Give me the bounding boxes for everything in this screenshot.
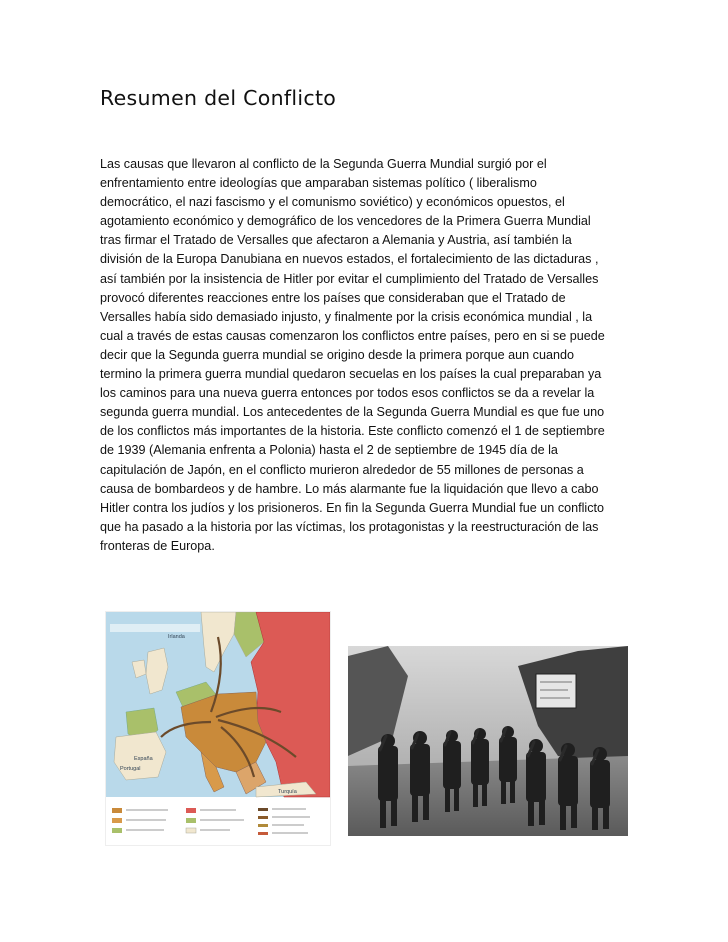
soldier-leg [501,779,506,804]
soldier-body [378,746,398,801]
legend-swatch [258,816,268,819]
map-label-ireland: Irlanda [168,634,185,640]
page-title: Resumen del Conflicto [100,86,337,110]
photo-sign [536,674,576,708]
legend-swatch [258,808,268,811]
soldier-leg [391,796,397,826]
map-label-turkey: Turquía [278,789,297,795]
map-label-spain: España [134,756,153,762]
soldier-body [410,744,430,796]
summary-paragraph: Las causas que llevaron al conflicto de la Segunda Guerra Mundial surgió por el enfrentamiento entre ideologías que amparaban sistemas político ( liberalismo democrático, el nazi fascismo y el comunismo soviético) y económicos opuestos, el agotamiento económico y demográfico de los vencedores de la Primera Guerra Mundial tras firmar el Tratado de Versalles que afectaron a Alemania y Austria, así también la división de la Europa Danubiana en nuevos estados, el fortalecimiento de las dictaduras , así también por la insistencia de Hitler por evitar el cumplimiento del Tratado de Versalles provocó diferentes reacciones entre los países que consideraban que el Tratado de Versalles había sido demasiado injusto, y finalmente por la crisis económica mundial , la cual a través de estas causas comenzaron los conflictos entre países, pero en si se puede decir que la Segunda guerra mundial se origino desde la primera porque aun cuando termino la primera guerra mundial quedaron secuelas en los países la cual preparaban ya los caminos para una nueva guerra entonces por todos esos conflictos se da a revelar la segunda guerra mundial. Los antecedentes de la Segunda Guerra Mundial es que fue uno de los conflictos más importantes de la historia. Este conflicto comenzó el 1 de septiembre de 1939 (Alemania enfrenta a Polonia) hasta el 2 de septiembre de 1945 día de la capitulación de Japón, en el conflicto murieron alrededor de 55 millones de personas a causa de bombardeos y de hambre. Lo más alarmante fue la liquidación que llevo a cabo Hitler contra los judíos y los prisioneros. En fin la Segunda Guerra Mundial fue un conflicto que ha pasado a la historia por las víctimas, los protagonistas y la reestructuración de las fronteras de Europa. [100,157,605,553]
legend-swatch [258,824,268,827]
soldier-body [590,760,610,808]
soldier-leg [473,782,478,807]
soldier-body [526,752,546,802]
soldier-leg [482,782,487,806]
europe-war-map [106,612,330,845]
prisoners-march-photo [348,646,628,836]
soldier-body [471,739,489,785]
legend-swatch [186,818,196,823]
legend-swatch [112,818,122,823]
soldier-leg [445,786,450,812]
map-graphic [106,612,330,845]
legend-swatch [112,828,122,833]
soldier-leg [592,804,598,830]
soldier-leg [528,798,534,826]
soldier-leg [454,786,459,811]
soldier-leg [539,798,545,825]
map-title-strip [110,624,200,632]
map-label-portugal: Portugal [120,766,141,772]
soldier-leg [412,792,418,822]
legend-swatch [258,832,268,835]
soldier-leg [603,804,609,829]
soldier-leg [571,802,577,828]
soldier-leg [380,796,386,828]
soldier-body [443,741,461,789]
legend-swatch [112,808,122,813]
soldier-body [558,756,578,806]
soldier-leg [560,802,566,830]
soldier-leg [423,792,429,820]
photo-graphic [348,646,628,836]
legend-swatch [186,808,196,813]
legend-swatch [186,828,196,833]
soldier-body [499,737,517,782]
soldier-leg [510,779,515,803]
